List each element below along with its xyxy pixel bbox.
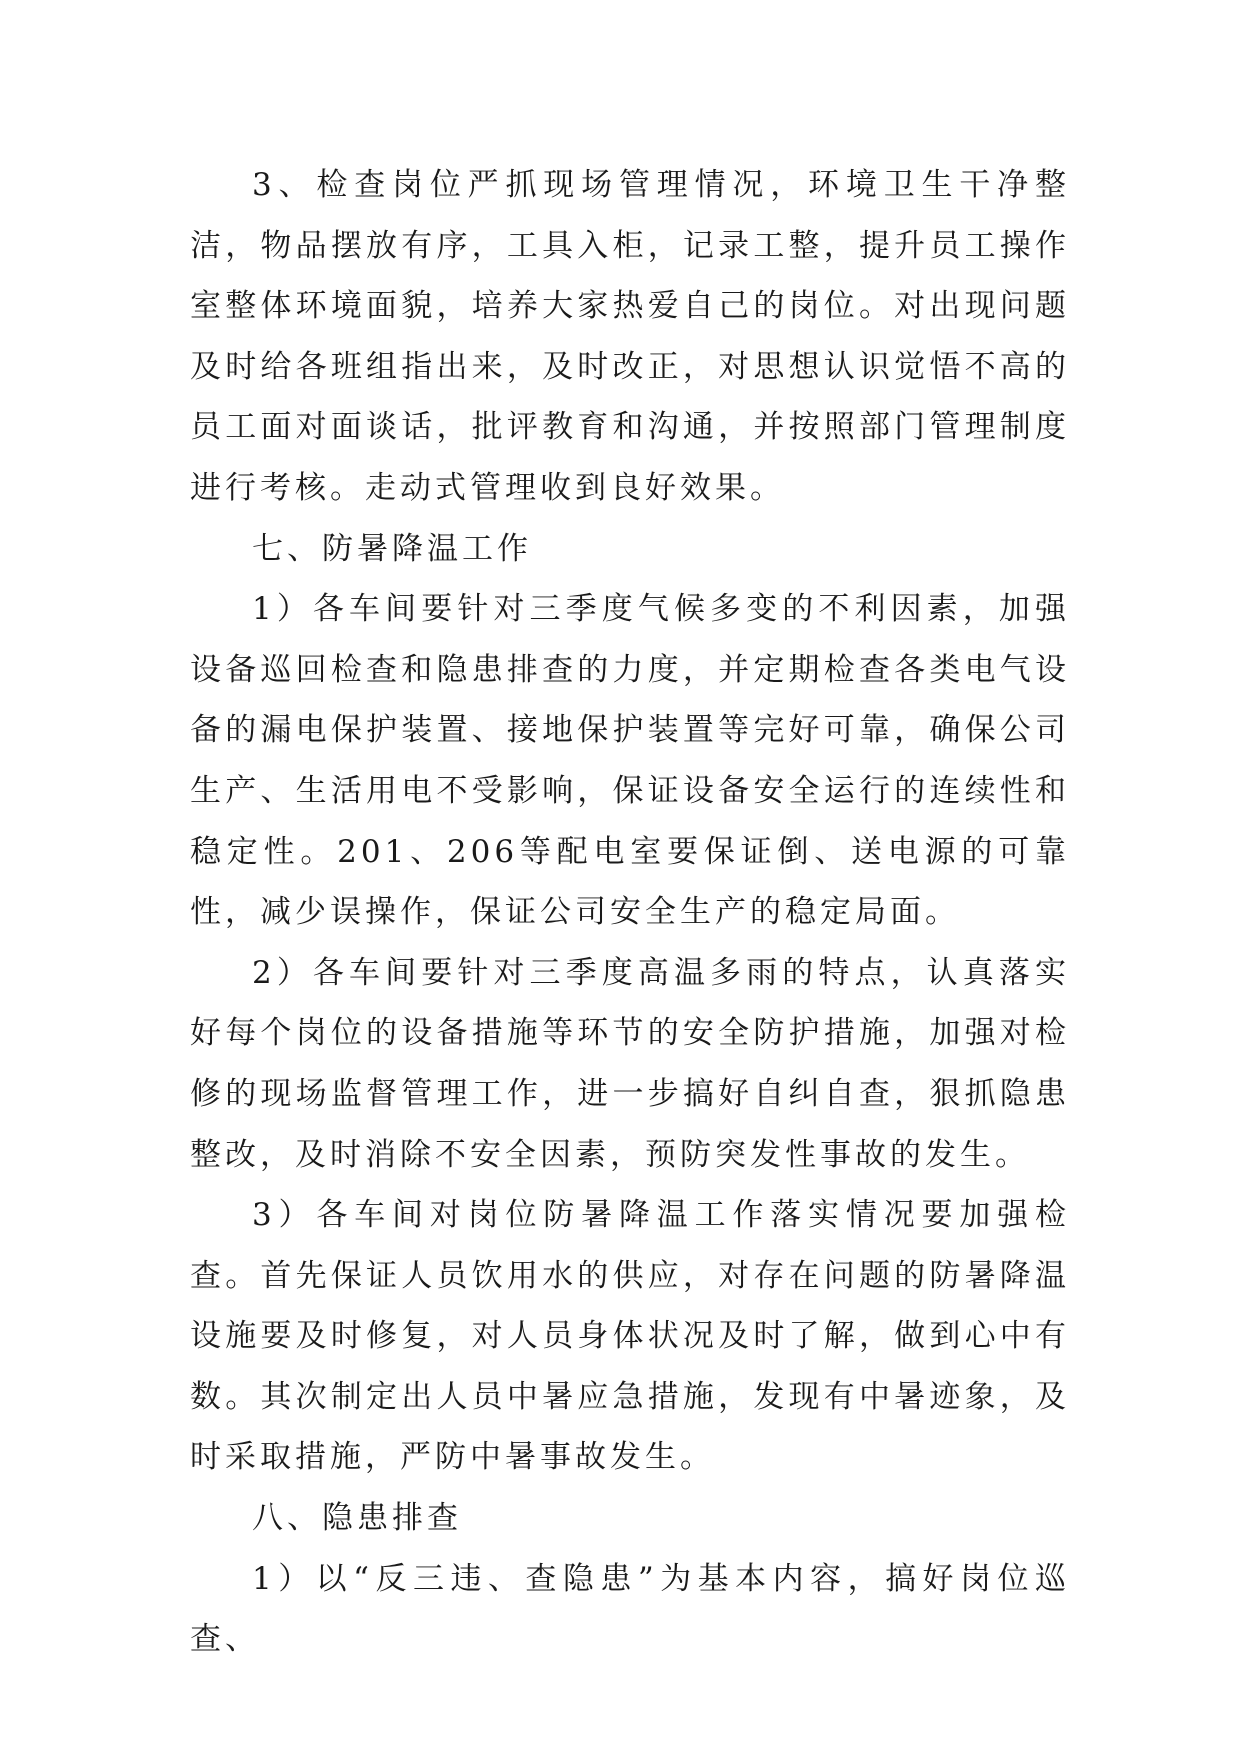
paragraph-equipment-inspection: 1）各车间要针对三季度气候多变的不利因素，加强设备巡回检查和隐患排查的力度，并定期检查各类电气设备的漏电保护装置、接地保护装置等完好可靠，确保公司生产、生活用电不受影响，保证设备安全运行的连续性和稳定性。201、206等配电室要保证倒、送电源的可靠性，减少误操作，保证公司安全生产的稳定局面。 — [190, 591, 1070, 931]
paragraph-site-management: 3、检查岗位严抓现场管理情况，环境卫生干净整洁，物品摆放有序，工具入柜，记录工整，提升员工操作室整体环境面貌，培养大家热爱自己的岗位。对出现问题及时给各班组指出来，及时改正，对思想认识觉悟不高的员工面对面谈话，批评教育和沟通，并按照部门管理制度进行考核。走动式管理收到良好效果。 — [190, 167, 1070, 506]
paragraph-hazard-inspection-start: 1）以“反三违、查隐患”为基本内容，搞好岗位巡查、 — [190, 1560, 1070, 1658]
section-heading-heatstroke-prevention: 七、防暑降温工作 — [252, 530, 532, 567]
paragraph-heat-measures: 3）各车间对岗位防暑降温工作落实情况要加强检查。首先保证人员饮用水的供应，对存在问题的防暑降温设施要及时修复，对人员身体状况及时了解，做到心中有数。其次制定出人员中暑应急措施，发现有中暑迹象，及时采取措施，严防中暑事故发生。 — [190, 1197, 1070, 1476]
paragraph-rainy-season-safety: 2）各车间要针对三季度高温多雨的特点，认真落实好每个岗位的设备措施等环节的安全防护措施，加强对检修的现场监督管理工作，进一步搞好自纠自查，狠抓隐患整改，及时消除不安全因素，预防突发性事故的发生。 — [190, 954, 1070, 1173]
section-heading-hazard-inspection: 八、隐患排查 — [252, 1500, 462, 1537]
document-body — [190, 155, 1070, 1670]
